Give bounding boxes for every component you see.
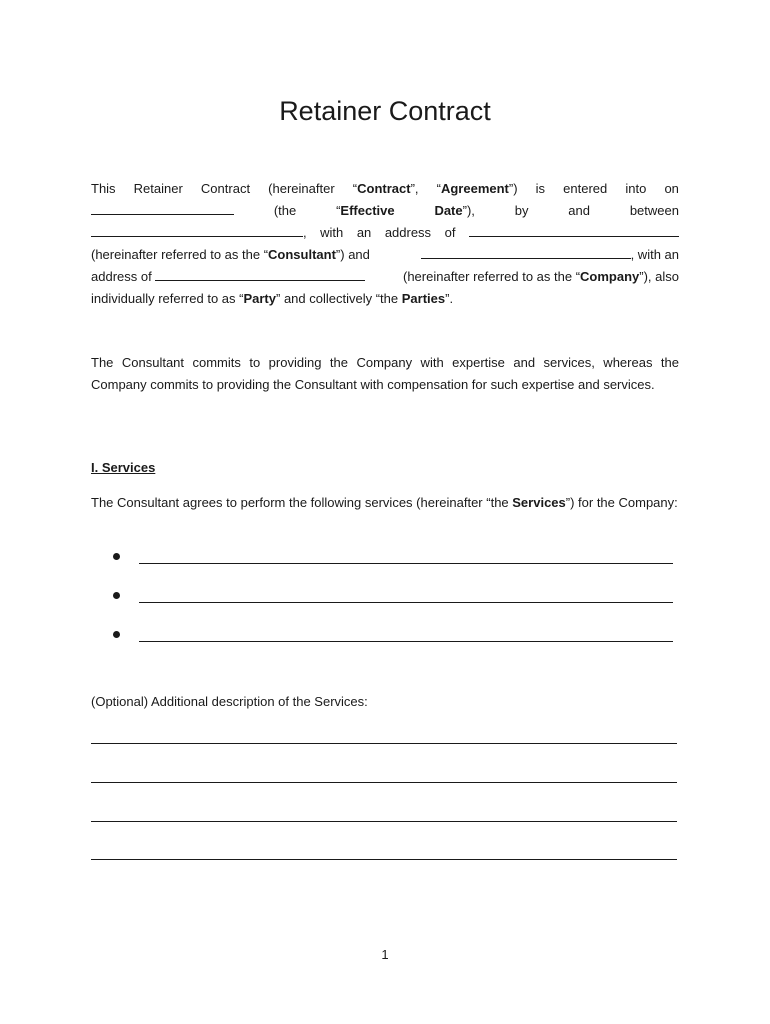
service-blank-field[interactable]: [139, 563, 673, 564]
intro-line-6: individually referred to as “Party” and collectively “the Parties”.: [91, 291, 454, 306]
consultant-definition: (hereinafter referred to as the “Consultant”) and: [91, 247, 370, 262]
description-blank-line[interactable]: [91, 821, 677, 822]
intro-line-2: [91, 200, 679, 222]
consultant-name-group: ,: [91, 222, 307, 244]
text-word: between: [629, 203, 679, 218]
effective-term: “Effective: [336, 203, 395, 218]
description-blank-line[interactable]: [91, 743, 677, 744]
consultant-address-blank-field[interactable]: [469, 222, 679, 237]
services-paragraph: The Consultant agrees to perform the following services (hereinafter “the Services”) for the Company:: [91, 495, 678, 510]
company-definition: (hereinafter referred to as the “Company”), also: [403, 269, 679, 284]
text-word: (hereinafter: [268, 181, 335, 196]
service-bullet-3: [113, 622, 673, 642]
service-blank-field[interactable]: [139, 641, 673, 642]
intro-line-5: [91, 266, 679, 288]
text-word: (the: [273, 203, 297, 218]
date-term: Date”),: [434, 203, 475, 218]
text-word: This: [91, 181, 116, 196]
text-word: Contract: [200, 181, 251, 196]
text-word: with: [320, 225, 344, 240]
text-word: and: [568, 203, 590, 218]
text-word: by: [514, 203, 529, 218]
service-bullet-2: [113, 583, 673, 603]
bullet-icon: [113, 592, 120, 599]
commitment-paragraph: The Consultant commits to providing the Company with expertise and services, whereas the Company commits to providing the Consultant with compensation for such expertise and services.: [91, 355, 679, 392]
intro-line-4: [91, 244, 679, 266]
description-blank-line[interactable]: [91, 859, 677, 860]
service-blank-field[interactable]: [139, 602, 673, 603]
intro-line-1: [91, 178, 679, 200]
page-number: 1: [381, 947, 389, 962]
description-blank-line[interactable]: [91, 782, 677, 783]
agreement-term: “Agreement”): [436, 181, 518, 196]
consultant-name-blank-field[interactable]: [91, 222, 303, 237]
text-word: address: [384, 225, 432, 240]
optional-description-label: (Optional) Additional description of the Services:: [91, 694, 368, 709]
text-word: into: [625, 181, 647, 196]
text-word: on: [664, 181, 679, 196]
date-blank-field[interactable]: [91, 200, 234, 215]
document-title: Retainer Contract: [279, 96, 491, 126]
intro-paragraph: [91, 178, 679, 310]
text-word: is: [535, 181, 546, 196]
bullet-icon: [113, 553, 120, 560]
text-word: entered: [563, 181, 608, 196]
text-word: of: [444, 225, 456, 240]
text-word: Retainer: [133, 181, 183, 196]
bullet-icon: [113, 631, 120, 638]
text-word: an: [356, 225, 372, 240]
intro-line-3: [91, 222, 679, 244]
service-bullet-1: [113, 544, 673, 564]
company-address-blank-field[interactable]: [155, 266, 365, 281]
company-name-group: , with an: [421, 244, 679, 266]
services-heading: I. Services: [91, 460, 156, 475]
company-name-blank-field[interactable]: [421, 244, 631, 259]
company-address-group: address of: [91, 266, 365, 288]
contract-term: “Contract”,: [352, 181, 419, 196]
